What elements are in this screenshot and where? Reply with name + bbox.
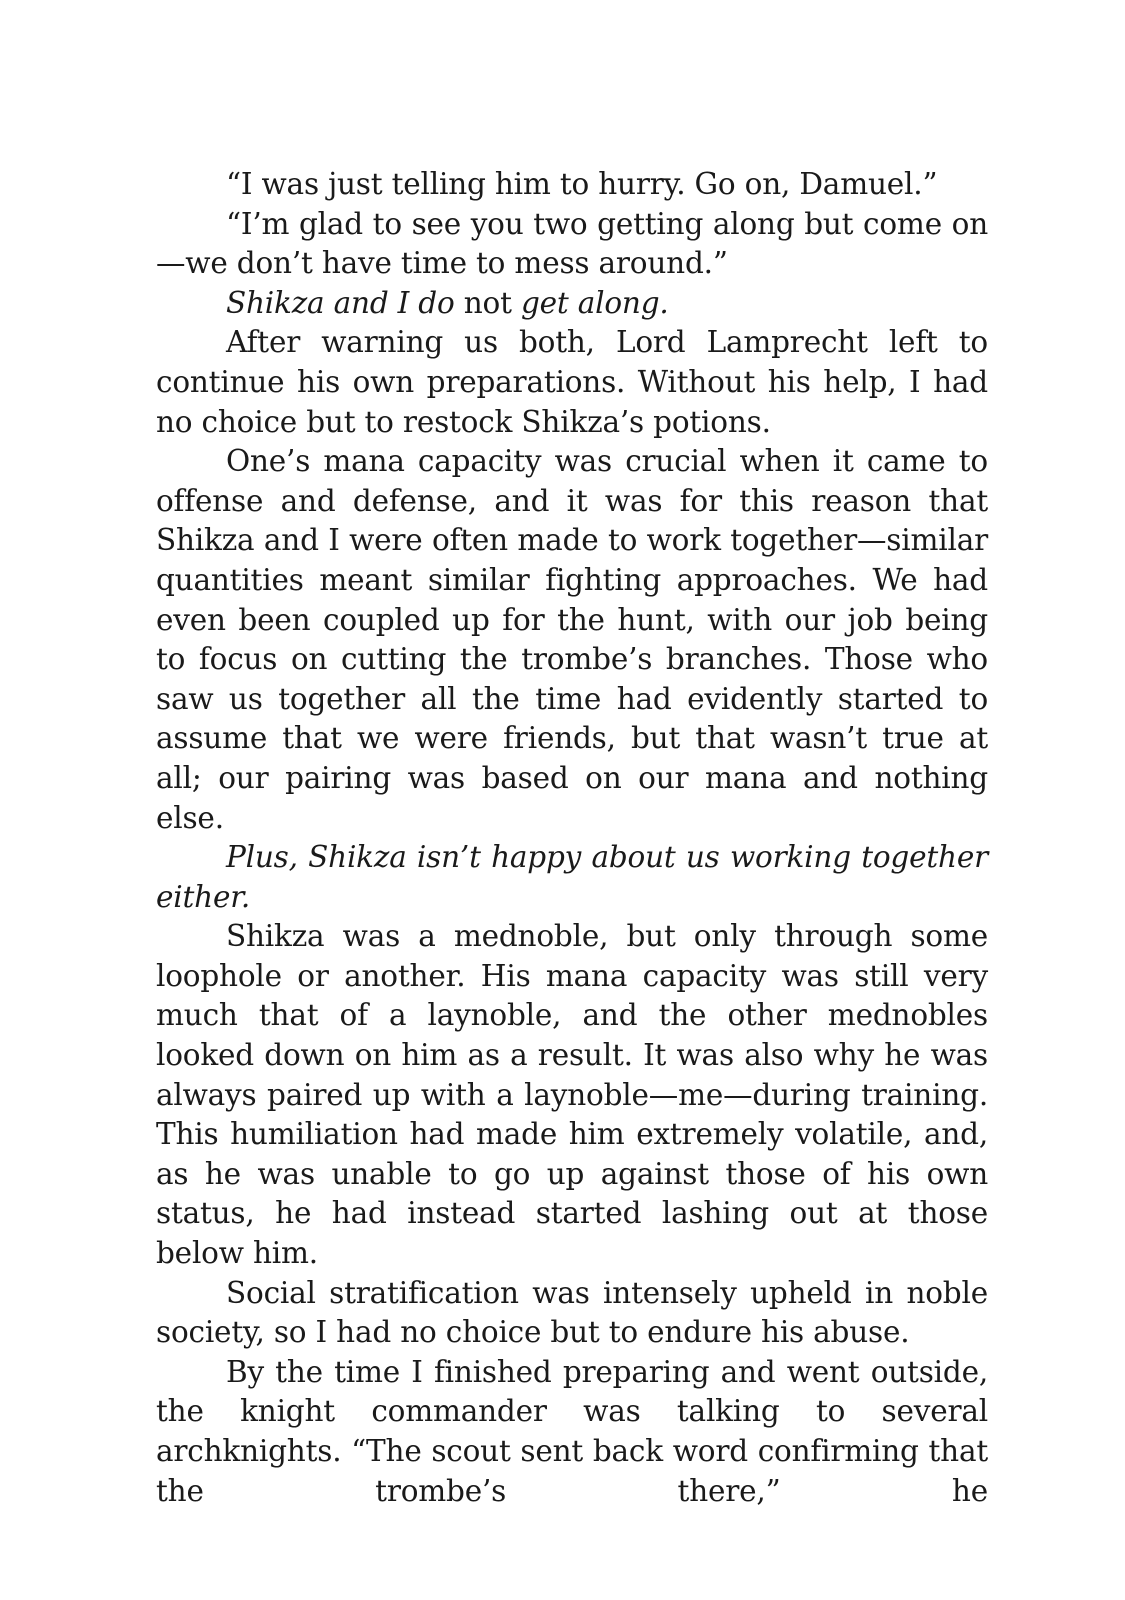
paragraph — [156, 442, 988, 838]
paragraph — [156, 165, 988, 205]
italic-segment: Shikza and I do — [226, 285, 455, 320]
italic-segment: get along. — [520, 285, 669, 320]
paragraph — [156, 284, 988, 324]
paragraph — [156, 1353, 988, 1511]
italic-segment: Plus, Shikza isn’t happy about us working together either. — [156, 840, 988, 914]
paragraph — [156, 323, 988, 442]
paragraph — [156, 1274, 988, 1353]
text-segment: not — [454, 285, 521, 320]
text-segment: “I’m glad to see you two getting along but come on—we don’t have time to mess around.” — [156, 206, 988, 281]
book-page-body — [156, 165, 988, 1511]
text-segment: “I was just telling him to hurry. Go on, Damuel.” — [226, 167, 938, 201]
paragraph — [156, 917, 988, 1273]
text-segment: One’s mana capacity was crucial when it came to offense and defense, and it was for this reason that Shikza and I were often made to work together—similar quantities meant similar fighting approaches. We had even been coupled up for the hunt, with our job being to focus on cutting the trombe’s branches. Those who saw us together all the time had evidently started to assume that we were friends, but that wasn’t true at all; our pairing was based on our mana and nothing else. — [156, 444, 988, 835]
text-segment: Shikza was a mednoble, but only through some loophole or another. His mana capacity was still very much that of a laynoble, and the other mednobles looked down on him as a result. It was also why he was always paired up with a laynoble—me—during training. This humiliation had made him extremely volatile, and, as he was unable to go up against those of his own status, he had instead started lashing out at those below him. — [156, 919, 988, 1271]
text-segment: After warning us both, Lord Lamprecht left to continue his own preparations. Without his help, I had no choice but to restock Shikza’s potions. — [156, 325, 988, 439]
paragraph — [156, 205, 988, 284]
text-segment: By the time I finished preparing and went outside, the knight commander was talking to several archknights. “The scout sent back word confirming that the trombe’s there,” he — [156, 1354, 988, 1508]
paragraph — [156, 838, 988, 917]
text-segment: Social stratification was intensely upheld in noble society, so I had no choice but to endure his abuse. — [156, 1275, 988, 1350]
